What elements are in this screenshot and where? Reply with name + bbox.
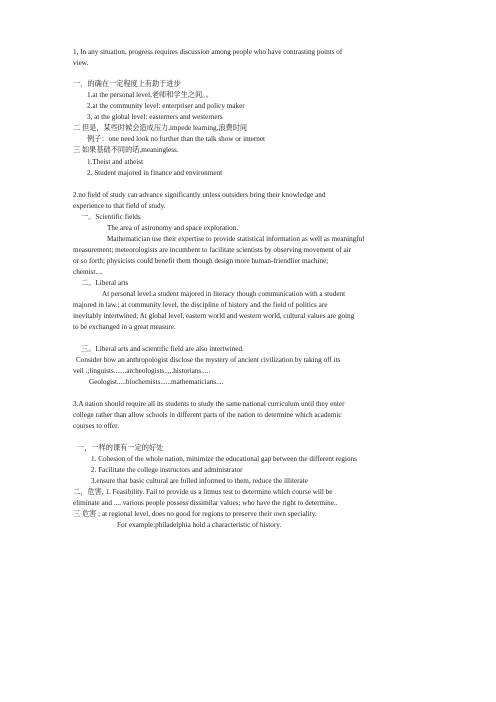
q3-prompt-line-2: college rather than allow schools in different parts of the nation to determine which academic (73, 411, 342, 419)
q2-para-4-line-1: Consider how an anthropologist disclose the mystery of ancient civilization by taking off its (76, 356, 341, 364)
q1-item-2: 2.at the community level: enterpriser and policy maker (87, 102, 245, 110)
q1-item-3: 3, at the global level: easterners and westerners (87, 113, 223, 121)
q2-prompt-line-1: 2.no field of study can advance significantly unless outsiders bring their knowledge and (73, 191, 326, 199)
q1-heading-3: 三 如果基础不同的话,meaningless. (73, 146, 179, 154)
q2-para-3-line-3: inevitably intertwined; At global level, eastern world and western world, cultural values are going (73, 312, 355, 320)
q3-heading-3: 三 危害 ; at regional level, does no good for regions to preserve their own speciality. (73, 510, 317, 518)
q3-example: For example:philadelphia hold a characteristic of history. (117, 521, 282, 529)
q2-prompt-line-2: experience to that field of study. (73, 202, 166, 210)
q2-para-2-line-4: chemist.... (73, 268, 103, 276)
q3-heading-2-line-1: 二，危害, 1. Feasibility. Fail to provide us a litmus test to determine which course will be (73, 488, 333, 496)
q2-para-3-line-1: At personal level.a student majored in literacy though communication with a student (102, 290, 346, 298)
q2-para-2-line-1: Mathematician use their expertise to provide statistical information as well as meaningful (107, 235, 365, 243)
q3-heading-1: 一，一样的课有一定的好处 (77, 444, 164, 452)
q3-item-3: 3.ensure that basic cultural are fulled informed to them, reduce the illiterate (91, 477, 308, 485)
q1-heading-2: 二 但是，某些时候会造成压力,impede learning,浪费时间 (73, 124, 248, 132)
q2-heading-3: 三。Liberal arts and scientific field are also intertwined. (81, 345, 244, 353)
q2-para-4-line-3: Geologist.....biochemists......mathematicians.... (89, 378, 224, 386)
q2-heading-1: 一。Scientific fields (81, 213, 141, 221)
q2-para-1: The area of astronomy and space exploration. (107, 224, 239, 232)
q2-para-3-line-2: majored in law.; at community level, the discipline of history and the field of politics are (73, 301, 328, 309)
q3-prompt-line-1: 3.A nation should require all its students to study the same national curriculum until they enter (73, 400, 345, 408)
q1-prompt-line-1: 1, In any situation, progress requires discussion among people who have contrasting points of (73, 48, 343, 56)
q2-para-3-line-4: to be exchanged in a great measure. (73, 323, 176, 331)
q1-example: 例子：one need look no further than the talk show or internet (87, 135, 266, 143)
q2-para-2-line-2: measurement; meteorologists are incumbent to facilitate scientists by observing movement of air (73, 246, 352, 254)
q3-item-1: 1. Cohesion of the whole nation, minimize the educational gap between the different regions (91, 455, 357, 463)
q2-para-2-line-3: or so forth; physicists could benefit them though design more human-friendlier machine; (73, 257, 329, 265)
q1-item-1: 1.at the personal level,老师和学生之间。。 (87, 91, 213, 99)
q1-sub-1: 1.Theist and atheist (87, 158, 144, 166)
q1-prompt-line-2: view. (73, 59, 89, 67)
q3-item-2: 2. Facilitate the college instructors and administrator (91, 466, 243, 474)
q1-heading-1: 一．的确在一定程度上有助于进步 (73, 80, 181, 88)
q2-heading-2: 二。Liberal arts (81, 279, 129, 287)
q3-heading-2-line-2: eliminate and .... various people possess dissimilar values; who have the right to determine.. (73, 499, 338, 507)
q3-prompt-line-3: courses to offer. (73, 422, 119, 430)
q1-sub-2: 2. Student majored in finance and environment (87, 169, 223, 177)
q2-para-4-line-2: veil .;linguists.......archeologists..,,.historians..... (73, 367, 211, 375)
